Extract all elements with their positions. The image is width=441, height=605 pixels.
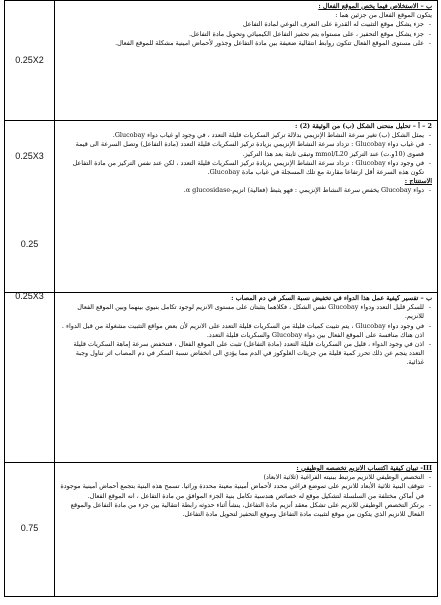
score-cell <box>5 463 55 596</box>
list-item: - تتوقف البنية ثلاثية الأبعاد للانزيم على تموضع فراغي محدد لأحماض أمينية معينة محددة وراثيا. تسمح هذه البنية بتجمع أحماض أمينية موجودة في أماكن مختلفة من السلسلة لتشكيل موقع له خصائص هندسية تكامل بنية الجزء الموافق من مادة التفاعل ، انه الموقع الفعال. <box>58 482 432 500</box>
explanation-content <box>55 293 437 463</box>
row-section-iii <box>5 462 437 596</box>
intro-text: يتكون الموقع الفعال من جزئين هما : <box>335 11 432 20</box>
row-analysis <box>5 120 437 293</box>
extraction-content <box>55 1 437 121</box>
score-value: 0.75 <box>20 523 39 533</box>
row-explanation <box>5 292 437 463</box>
section-heading: ب – الاستخلاص فيما يخص الموقع الفعال : <box>318 2 432 10</box>
section-iii-content <box>55 463 437 596</box>
score-cell <box>5 121 55 293</box>
conclusion-heading: الاستنتاج : <box>404 177 432 186</box>
list-item: - للسكر قليل التعدد ودواء Glucobay نفس الشكل ، فكلاهما يتثبتان على مستوى الانزيم لوجود تكامل بنيوي بينهما وبين الموقع الفعال للانزيم. <box>58 303 432 321</box>
list-item: - يرتكز التخصص الوظيفي للانزيم على تشكل معقد أنزيم مادة التفاعل، ينشأ أثناء حدوثه رابطة انتقالية بين جزء من مادة التفاعل والموقع الفعال للانزيم الذي يتكون من موقع لتثبيت مادة التفاعل وموقع التحفيز لتحويل مادة التفاعل. <box>58 501 432 519</box>
list-item: - في وجود دواء Glucobay ، يتم تثبيت كميات قليلة من السكريات قليلة التعدد على الانزيم لأن بعض مواقع التثبيت مشغولة من قبل الدواء . اذن هناك منافسة على الموقع الفعال بين دواء Glucobay والسكريات قليلة التعدد. <box>58 322 432 340</box>
score-value: 0.25X2 <box>15 55 44 65</box>
list-item: - في غياب دواء Glucobay : تزداد سرعة النشاط الإنزيمي بزيادة تركيز السكريات قليلة التعدد (مادة التفاعل) وتصل السرعة الى قيمة قصوى (10و.ت) عند التركيز mmol/L20 وتبقى ثابتة بعد هذا التركيز. <box>58 140 432 158</box>
score-value: 0.25X3 <box>15 291 44 301</box>
list-item: - جزء يشكل موقع التثبيت له القدرة على التعرف النوعي لمادة التفاعل <box>58 20 432 29</box>
list-item: - جزء يشكل موقع التحفيز ، على مستواه يتم تحفيز التفاعل الكيميائي وتحويل مادة التفاعل. <box>58 30 432 39</box>
list-item: - على مستوى الموقع الفعال تتكون روابط انتقالية ضعيفة بين مادة التفاعل وجذور لأحماض امينية مشكلة للموقع الفعال. <box>58 39 432 48</box>
section-heading: 2 – أ – تحليل منحنى الشكل (ب) من الوثيقة (2) : <box>294 122 432 130</box>
score-value: 0.25 <box>20 239 39 249</box>
section-heading: III- تبيان كيفية اكتساب الانزيم تخصصه الوظيفي : <box>296 464 432 472</box>
correction-table <box>4 0 438 597</box>
list-item: - في وجود دواء Glucobay : تزداد سرعة النشاط الإنزيمي بزيادة تركيز السكريات قليلة التعدد ، لكن عند نفس التركيز من مادة التفاعل تكون هذه السرعة أقل ارتفاعا مقارنة مع تلك المسجلة في غياب مادة Glucobay. <box>58 159 432 177</box>
score-cell <box>5 293 55 463</box>
row-extraction <box>5 0 437 121</box>
section-heading: ب – تفسير كيفية عمل هذا الدواء في تخفيض نسبة السكر في دم المصاب : <box>231 294 432 302</box>
conclusion-text: - دواء Glucobay يخفض سرعة النشاط الإنزيمي : فهو يثبط (فعالية) انزيم-α glucosidase. <box>58 186 432 195</box>
analysis-content <box>55 121 437 293</box>
score-cell <box>5 1 55 121</box>
list-item: - التخصص الوظيفي للانزيم مرتبط ببنيته الفراغية (ثلاثية الابعاد) <box>58 473 432 482</box>
list-item: - يمثل الشكل (ب) تغير سرعة النشاط الإنزيمي بدلالة تركيز السكريات قليلة التعدد ، في وجود او غياب دواء Glucobay. <box>58 131 432 140</box>
list-item: - اذن في وجود الدواء ، قليل من السكريات قليلة التعدد (مادة التفاعل) تثبت على الموقع الفعال ، فتنخفض سرعة إماهة السكريات قليلة التعدد ينجم عن ذلك تحرر كمية قليلة من جزيئات الغلوكوز في الدم مما يؤدي الى انخفاض نسبة السكر في دم المصاب اثر تناول وجبة غذائية. <box>58 340 432 368</box>
score-value: 0.25X3 <box>15 151 44 161</box>
